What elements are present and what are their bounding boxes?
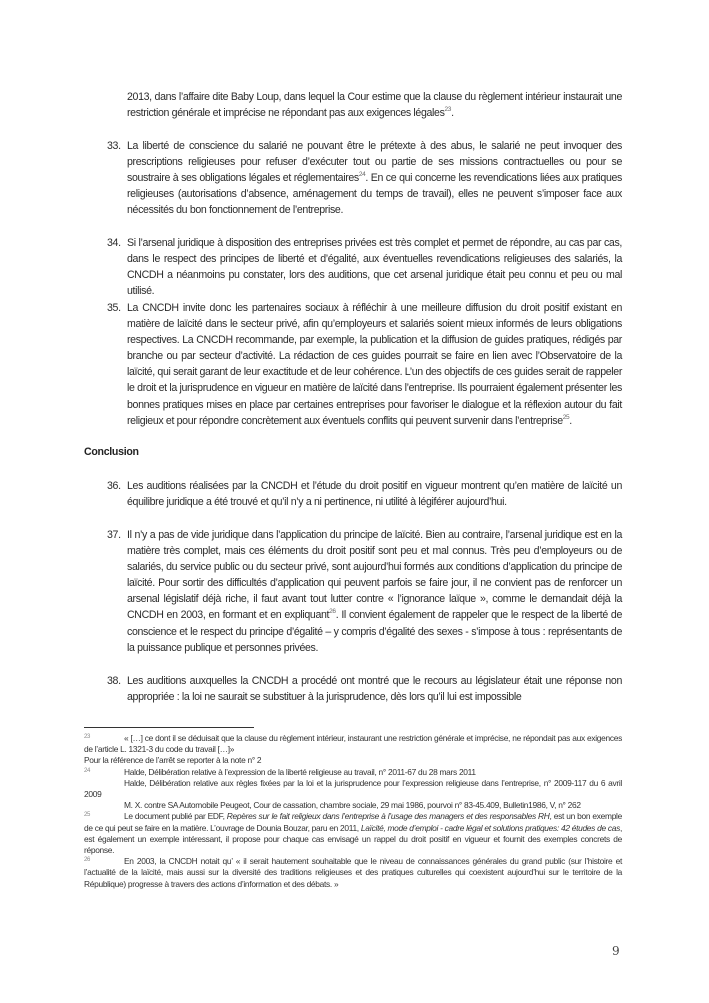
section-heading: Conclusion — [84, 446, 139, 458]
paragraph-text: La liberté de conscience du salarié ne pouvant être le prétexte à des abus, le salarié ne peut invoquer des prescriptions religieuses pour refuser d’exécuter tout ou partie de ses missions contractuelles ou pour se soustraire à ses obligations légales et réglementaires — [127, 140, 622, 185]
paragraph-32-continuation: 2013, dans l’affaire dite Baby Loup, dans lequel la Cour estime que la clause du règlement intérieur instaurait une restriction générale et imprécise ne répondant pas aux exigences légales$^{23}$. — [127, 91, 622, 120]
paragraph-36 — [107, 478, 622, 510]
paragraph-text: La CNCDH invite donc les partenaires sociaux à réfléchir à une meilleure diffusion du droit positif existant en matière de laïcité dans le secteur privé, afin qu’employeurs et salariés soient mieux informés de leurs obligations respectives. La CNCDH recommande, par exemple, la publication et la diffusion de guides pratiques, rédigés par branche ou par secteur d’activité. La rédaction de ces guides pourrait se faire en lien avec l’Observatoire de la laïcité, qui serait garant de leur exactitude et de leur cohérence. L’un des objectifs de ces guides serait de rappeler le droit et la jurisprudence en vigueur en matière de laïcité dans l’entreprise. Ils pourraient également présenter les bonnes pratiques mises en place par certaines entreprises pour favoriser le dialogue et la réflexion autour du fait religieux et pour répondre concrètement aux éventuels conflits qui peuvent survenir dans l’entreprise — [127, 302, 622, 427]
paragraph-number: 36. — [107, 480, 121, 492]
footnote-ref[interactable]: 26 — [329, 608, 336, 616]
footnote-title: Laïcité, mode d’emploi - cadre légal et solutions pratiques: 42 études de cas — [360, 822, 620, 833]
paragraph-38 — [107, 673, 622, 705]
paragraph-text: Les auditions auxquelles la CNCDH a procédé ont montré que le recours au législateur était une réponse non appropriée : la loi ne saurait se substituer à la jurisprudence, dès lors qu’il lui est impossible — [127, 675, 622, 704]
footnote-mark: 26 — [84, 857, 91, 864]
footnotes — [84, 733, 622, 890]
paragraph-text: 2013, dans l’affaire dite Baby Loup, dans lequel la Cour estime que la clause du règlement intérieur instaurait une restriction générale et imprécise ne répondant pas aux exigences légales — [127, 91, 622, 120]
paragraph-35: 35. La CNCDH invite donc les partenaires sociaux à réfléchir à une meilleure diffusion du droit positif existant en matière de laïcité dans le secteur privé, afin qu’employeurs et salariés soient mieux informés de leurs obligations respectives. La CNCDH recommande, par exemple, la publication et la diffusion de guides pratiques, rédigés par branche ou par secteur d’activité. La rédaction de ces guides pourrait se faire en lien avec l’Observatoire de la laïcité, qui serait garant de leur exactitude et de leur cohérence. L’un des objectifs de ces guides serait de rappeler le droit et la jurisprudence en vigueur en matière de laïcité dans l’entreprise. Ils pourraient également présenter les bonnes pratiques mises en place par certaines entreprises pour favoriser le dialogue et la réflexion autour du fait religieux et pour répondre concrètement aux éventuels conflits qui peuvent survenir dans l’entreprise$^{25}$. — [107, 302, 622, 427]
paragraph-text: Il n’y a pas de vide juridique dans l’application du principe de laïcité. Bien au contraire, l’arsenal juridique est en la matière très complet, mais ces éléments du droit positif sont peu et mal connus. Très peu d’employeurs ou de salariés, du service public ou du secteur privé, sont aujourd’hui formés aux conditions d’application du principe de laïcité. Pour sortir des difficultés d’application qui peuvent parfois se faire jour, il ne convient pas de renforcer un arsenal législatif déjà riche, il faut avant tout lutter contre « l’ignorance laïque », comme le demandait déjà la CNCDH en 2003, en formant et en expliquant — [127, 529, 622, 622]
footnote-25: 25 Le document publié par EDF, Repères sur le fait religieux dans l’entreprise à l’usage des managers et des responsables RH, est un bon exemple de ce qui peut se faire en la matière. L’ouvrage de Dounia Bouzar, paru en 2011, Laïcité, mode d’emploi - cadre légal et solutions pratiques: 42 études de cas, est également un exemple intéressant, il propose pour chaque cas envisagé un rappel du droit positif en vigueur et fournit des exemples concrets de réponse. — [84, 811, 622, 856]
paragraph-number: 37. — [107, 529, 121, 541]
paragraph-number: 38. — [107, 675, 121, 687]
footnote-mark: 23 — [84, 734, 91, 740]
footnote-text: Pour la référence de l’arrêt se reporter à la note n° 2 — [84, 755, 262, 766]
footnote-text: Halde, Délibération relative aux règles fixées par la loi et la jurisprudence pour l’expression religieuse dans l’entreprise, n° 2009-117 du 6 avril 2009 — [84, 777, 622, 800]
paragraph-33: 33. La liberté de conscience du salarié ne pouvant être le prétexte à des abus, le salarié ne peut invoquer des prescriptions religieuses pour refuser d’exécuter tout ou partie de ses missions contractuelles ou pour se soustraire à ses obligations légales et réglementaires$^{24}$. En ce qui concerne les revendications liées aux pratiques religieuses (autorisations d’absence, aménagement du temps de travail), elles ne peuvent s’imposer face aux nécessités du bon fonctionnement de l’entreprise. — [107, 140, 622, 217]
footnote-mark: 25 — [84, 812, 91, 819]
footnote-mark: 24 — [84, 767, 91, 774]
footnote-text: « […] ce dont il se déduisait que la clause du règlement intérieur, instaurant une restriction générale et imprécise, ne répondait pas aux exigences de l’article L. 1321-3 du code du travail […]» — [84, 733, 622, 755]
paragraph-text: Si l’arsenal juridique à disposition des entreprises privées est très complet et permet de répondre, au cas par cas, dans le respect des principes de liberté et d’égalité, aux éventuelles revendications religieuses des salariés, la CNCDH a néanmoins pu constater, lors des auditions, que cet arsenal juridique était peu connu et peu ou mal utilisé. — [127, 237, 622, 298]
footnote-ref[interactable]: 23 — [444, 106, 452, 114]
footnote-text: M. X. contre SA Automobile Peugeot, Cour de cassation, chambre sociale, 29 mai 1986, pourvoi n° 83-45.409, Bulletin1986, V, n° 262 — [124, 800, 581, 811]
footnote-24 — [84, 767, 622, 812]
footnote-separator — [84, 727, 254, 728]
paragraph-text: Les auditions réalisées par la CNCDH et l’étude du droit positif en vigueur montrent qu’en matière de laïcité un équilibre juridique a été trouvé et qu’il n’y a ni pertinence, ni utilité à légiférer aujourd’hui. — [127, 480, 622, 509]
paragraph-number: 34. — [107, 237, 121, 249]
footnote-26 — [84, 856, 622, 890]
footnote-title: Repères sur le fait religieux dans l’entreprise à l’usage des managers et des responsables RH — [226, 811, 550, 822]
footnote-ref[interactable]: 25 — [562, 413, 570, 421]
paragraph-34 — [107, 235, 622, 299]
footnote-23 — [84, 733, 622, 767]
paragraph-37: 37. Il n’y a pas de vide juridique dans l’application du principe de laïcité. Bien au contraire, l’arsenal juridique est en la matière très complet, mais ces éléments du droit positif sont peu et mal connus. Très peu d’employeurs ou de salariés, du service public ou du secteur privé, sont aujourd’hui formés aux conditions d’application du principe de laïcité. Pour sortir des difficultés d’application qui peuvent parfois se faire jour, il ne convient pas de renforcer un arsenal législatif déjà riche, il faut avant tout lutter contre « l’ignorance laïque », comme le demandait déjà la CNCDH en 2003, en formant et en expliquant$^{26}$. Il convient également de rappeler que le respect de la liberté de conscience et le respect du principe d’égalité – y compris d’égalité des sexes - s’impose à tous : représentants de la puissance publique et personnes privées. — [107, 529, 622, 654]
footnote-ref[interactable]: 24 — [358, 171, 366, 179]
footnote-text: Halde, Délibération relative à l’expression de la liberté religieuse au travail, n° 2011-67 du 28 mars 2011 — [124, 766, 476, 777]
paragraph-number: 35. — [107, 302, 121, 314]
footnote-text: En 2003, la CNCDH notait qu’ « il serait hautement souhaitable que le niveau de connaissances générales du grand public (sur l’histoire et l’actualité de la laïcité, mais aussi sur la diversité des traditions religieuses et des pratiques culturelles qui coexistent aujourd’hui sur le territoire de la République) progresse à travers des actions d’information et des débats. » — [84, 856, 622, 889]
paragraph-number: 33. — [107, 140, 121, 152]
page-number: 9 — [612, 944, 620, 958]
